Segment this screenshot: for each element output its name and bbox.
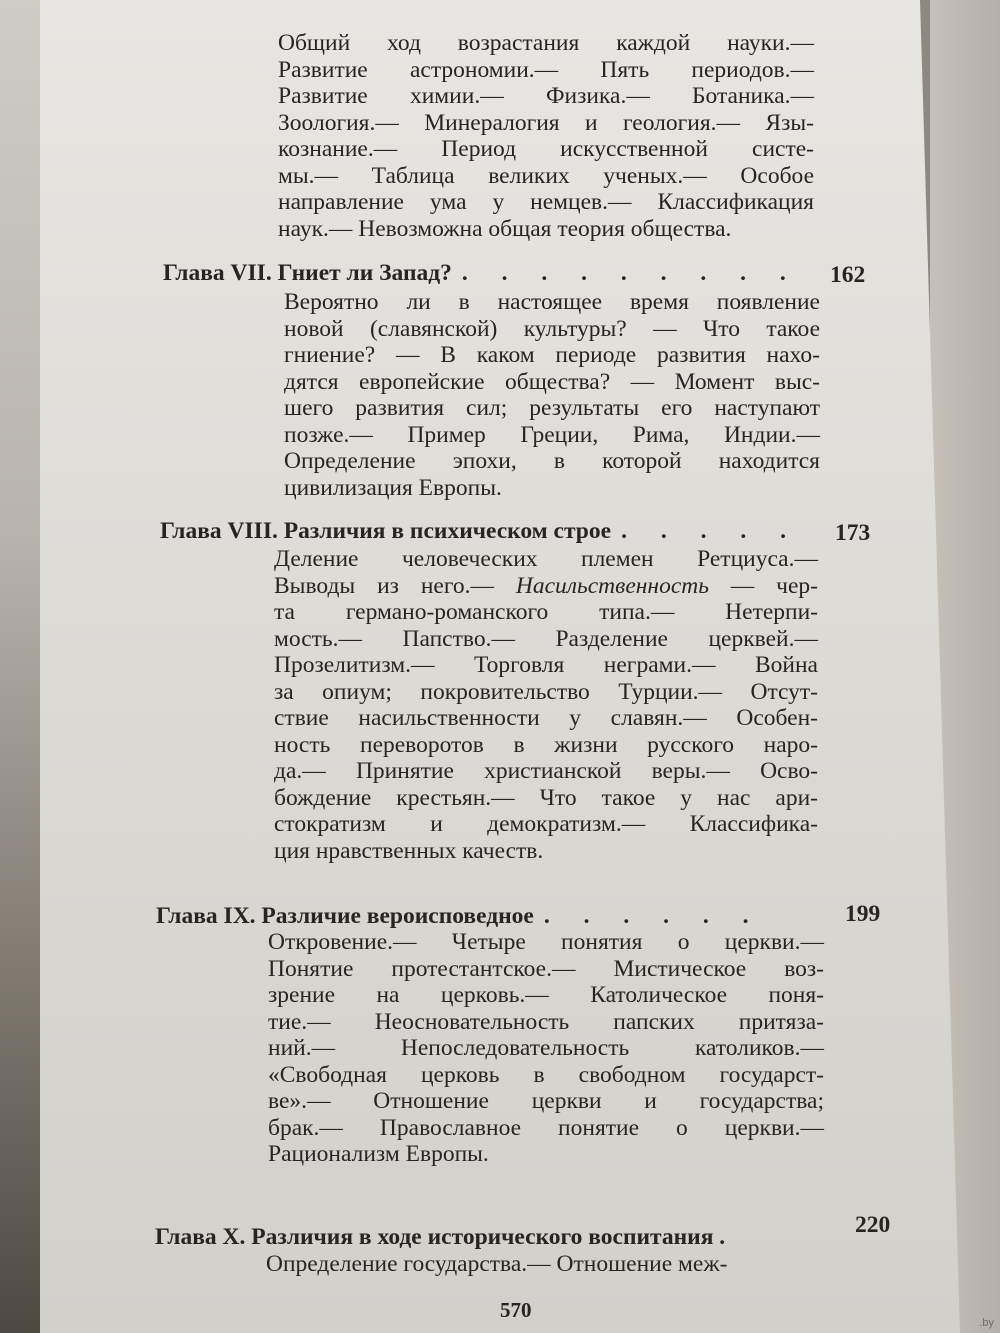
text-line: шего развития сил; результаты его наступают xyxy=(284,395,820,421)
text-line: бождение крестьян.— Что такое у нас ари- xyxy=(274,784,818,811)
chapter-title: Глава IX. Различие вероисповедное xyxy=(156,903,534,929)
text-line: наук.— Невозможна общая теория общества. xyxy=(278,215,732,242)
chapter-viii-description xyxy=(274,546,818,864)
text-line: Общий ход возрастания каждой науки.— xyxy=(278,30,814,56)
text-line: та германо-романского типа.— Нетерпи- xyxy=(274,599,818,625)
text-line: ний.— Непоследовательность католиков.— xyxy=(268,1035,824,1061)
text-line: гниение? — В каком периоде развития нахо- xyxy=(284,342,820,368)
text-line: за опиум; покровительство Турции.— Отсут- xyxy=(274,678,818,705)
text-line: Вероятно ли в настоящее время появление xyxy=(284,289,820,315)
text-line: Рационализм Европы. xyxy=(268,1141,489,1167)
text-line: Понятие протестантское.— Мистическое воз- xyxy=(268,955,824,982)
text-line: новой (славянской) культуры? — Что такое xyxy=(284,315,820,342)
text-line: позже.— Пример Греции, Рима, Индии.— xyxy=(284,421,820,448)
text-line: кознание.— Период искусственной систе- xyxy=(278,136,814,162)
text-line: Определение государства.— Отношение меж- xyxy=(266,1251,728,1277)
text-line: направление ума у немцев.— Классификация xyxy=(278,189,814,215)
page-number-footer: 570 xyxy=(500,1298,532,1322)
text-line: стократизм и демократизм.— Классифика- xyxy=(274,811,818,837)
text-line: ция нравственных качеств. xyxy=(274,837,544,864)
text-line: мы.— Таблица великих ученых.— Особое xyxy=(278,162,814,189)
chapter-title: Глава VIII. Различия в психическом строе xyxy=(160,518,612,544)
watermark: .by xyxy=(979,1317,994,1329)
chapter-x-description xyxy=(266,1251,832,1278)
text-line: Развитие химии.— Физика.— Ботаника.— xyxy=(278,83,814,109)
chapter-vi-description xyxy=(278,30,814,242)
text-line: Определение эпохи, в которой находится xyxy=(284,448,820,474)
text-line: «Свободная церковь в свободном государст- xyxy=(268,1061,824,1088)
text-line: Развитие астрономии.— Пять периодов.— xyxy=(278,56,814,83)
text-line: Прозелитизм.— Торговля неграми.— Война xyxy=(274,652,818,678)
chapter-viii-page-number: 173 xyxy=(835,520,871,546)
chapter-ix-heading xyxy=(156,903,762,930)
text-line: Зоология.— Минералогия и геология.— Язы- xyxy=(278,109,814,136)
text-line: цивилизация Европы. xyxy=(284,474,502,501)
text-line: Деление человеческих племен Ретциуса.— xyxy=(274,546,818,572)
text-line: тие.— Неосновательность папских притяза- xyxy=(268,1008,824,1035)
text-line: ствие насильственности у славян.— Особен- xyxy=(274,705,818,731)
chapter-vii-page-number: 162 xyxy=(830,262,866,288)
leader-dots: . . . . . . . . . xyxy=(461,260,800,286)
chapter-viii-heading xyxy=(160,518,800,545)
text-line: зрение на церковь.— Католическое поня- xyxy=(268,982,824,1008)
text-line: да.— Принятие христианской веры.— Осво- xyxy=(274,758,818,784)
leader-dots: . . . . . . xyxy=(543,903,763,929)
text-line: брак.— Православное понятие о церкви.— xyxy=(268,1114,824,1141)
text-line: ве».— Отношение церкви и государства; xyxy=(268,1088,824,1114)
chapter-x-heading xyxy=(155,1224,725,1251)
chapter-title: Глава X. Различия в ходе исторического воспитания . xyxy=(155,1224,726,1250)
chapter-ix-page-number: 199 xyxy=(845,901,881,927)
chapter-title: Глава VII. Гниет ли Запад? xyxy=(163,260,452,286)
chapter-vii-description xyxy=(284,289,820,501)
chapter-ix-description xyxy=(268,929,824,1168)
chapter-x-page-number: 220 xyxy=(855,1212,891,1238)
leader-dots: . . . . . xyxy=(621,518,800,544)
text-line: ность переворотов в жизни русского наро- xyxy=(274,731,818,758)
text-line: мость.— Папство.— Разделение церквей.— xyxy=(274,625,818,652)
text-line: дятся европейские общества? — Момент выс- xyxy=(284,368,820,395)
text-line: Откровение.— Четыре понятия о церкви.— xyxy=(268,929,824,955)
chapter-vii-heading xyxy=(163,260,800,287)
text-line: Выводы из него.— Насильственность — чер- xyxy=(274,572,819,599)
